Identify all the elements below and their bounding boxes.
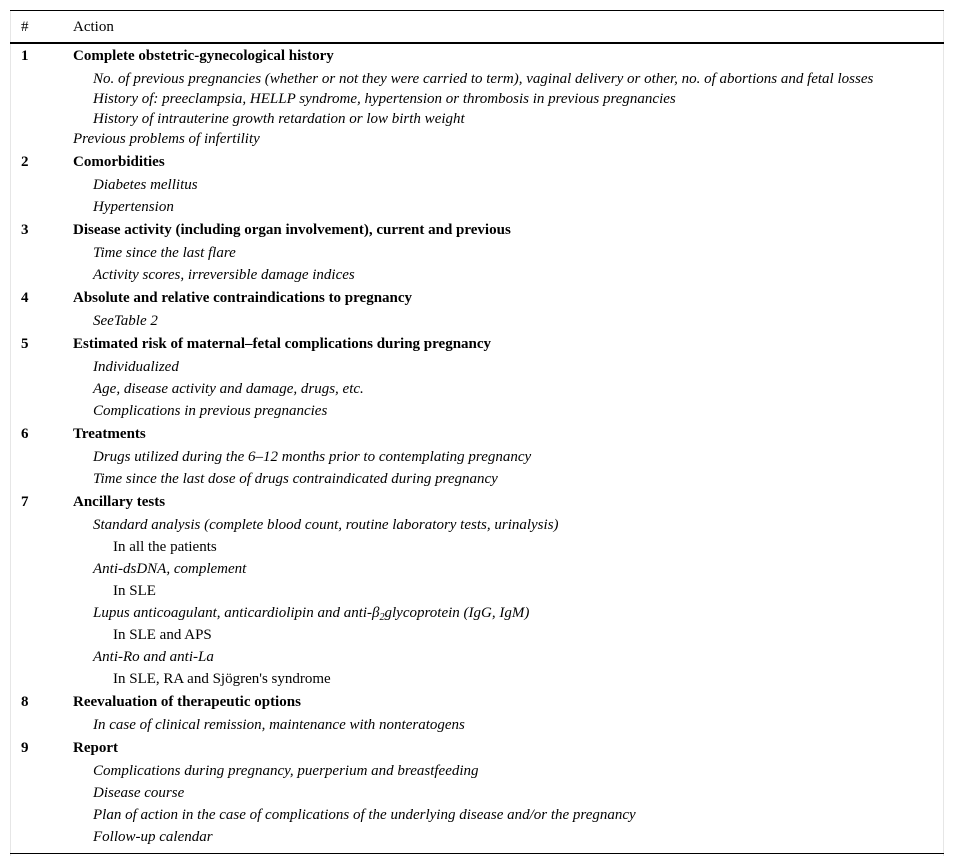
- list-item: No. of previous pregnancies (whether or not they were carried to term), vaginal delivery or other, no. of abortions and fetal losses: [93, 71, 874, 87]
- list-item: Previous problems of infertility: [73, 131, 260, 147]
- section-title: Treatments: [73, 426, 146, 442]
- section-title: Estimated risk of maternal–fetal complications during pregnancy: [73, 336, 492, 352]
- section-title: Disease activity (including organ involvement), current and previous: [73, 222, 511, 238]
- list-item: [93, 604, 529, 622]
- list-item: Individualized: [93, 359, 179, 375]
- list-item: Plan of action in the case of complications of the underlying disease and/or the pregnancy: [93, 807, 636, 823]
- list-item-text: glycoprotein (IgG, IgM): [384, 605, 530, 621]
- list-item: Drugs utilized during the 6–12 months prior to contemplating pregnancy: [93, 449, 532, 465]
- table-reference-link[interactable]: SeeTable 2: [93, 313, 158, 329]
- sub-list-item: In SLE and APS: [113, 627, 212, 643]
- list-item: Diabetes mellitus: [93, 177, 198, 193]
- header-number: #: [21, 19, 29, 35]
- list-item: Standard analysis (complete blood count, routine laboratory tests, urinalysis): [93, 517, 559, 533]
- section-number: 4: [21, 290, 29, 306]
- list-item: Anti-Ro and anti-La: [93, 649, 214, 665]
- section-title: Ancillary tests: [73, 494, 166, 510]
- section-title: Comorbidities: [73, 154, 165, 170]
- section-number: 5: [21, 336, 29, 352]
- sub-list-item: In SLE, RA and Sjögren's syndrome: [113, 671, 331, 687]
- section-number: 1: [21, 48, 29, 64]
- section-number: 6: [21, 426, 29, 442]
- list-item: Anti-dsDNA, complement: [93, 561, 247, 577]
- section-number: 2: [21, 154, 29, 170]
- sub-list-item: In all the patients: [113, 539, 217, 555]
- subscript: 2: [379, 612, 385, 623]
- list-item: History of intrauterine growth retardation or low birth weight: [93, 111, 465, 127]
- section-number: 8: [21, 694, 29, 710]
- section-title: Reevaluation of therapeutic options: [73, 694, 301, 710]
- table-header-rule: [10, 42, 944, 44]
- list-item: In case of clinical remission, maintenance with nonteratogens: [93, 717, 465, 733]
- sub-list-item: In SLE: [113, 583, 156, 599]
- list-item-text: Lupus anticoagulant, anticardiolipin and anti-β: [93, 605, 380, 621]
- list-item: Disease course: [93, 785, 185, 801]
- list-item: Time since the last dose of drugs contraindicated during pregnancy: [93, 471, 498, 487]
- list-item: Age, disease activity and damage, drugs, etc.: [93, 381, 364, 397]
- list-item: Follow-up calendar: [93, 829, 213, 845]
- section-number: 7: [21, 494, 29, 510]
- section-title: Absolute and relative contraindications to pregnancy: [73, 290, 413, 306]
- header-action: Action: [73, 19, 114, 35]
- section-title: Complete obstetric-gynecological history: [73, 48, 334, 64]
- list-item: Complications during pregnancy, puerperium and breastfeeding: [93, 763, 479, 779]
- section-number: 9: [21, 740, 29, 756]
- list-item: Time since the last flare: [93, 245, 236, 261]
- list-item: Hypertension: [93, 199, 174, 215]
- section-title: Report: [73, 740, 118, 756]
- list-item: Complications in previous pregnancies: [93, 403, 328, 419]
- section-number: 3: [21, 222, 29, 238]
- table-bottom-rule: [10, 853, 944, 854]
- list-item: Activity scores, irreversible damage indices: [93, 267, 355, 283]
- table-top-rule: [10, 10, 944, 11]
- list-item: History of: preeclampsia, HELLP syndrome, hypertension or thrombosis in previous pregnancies: [93, 91, 676, 107]
